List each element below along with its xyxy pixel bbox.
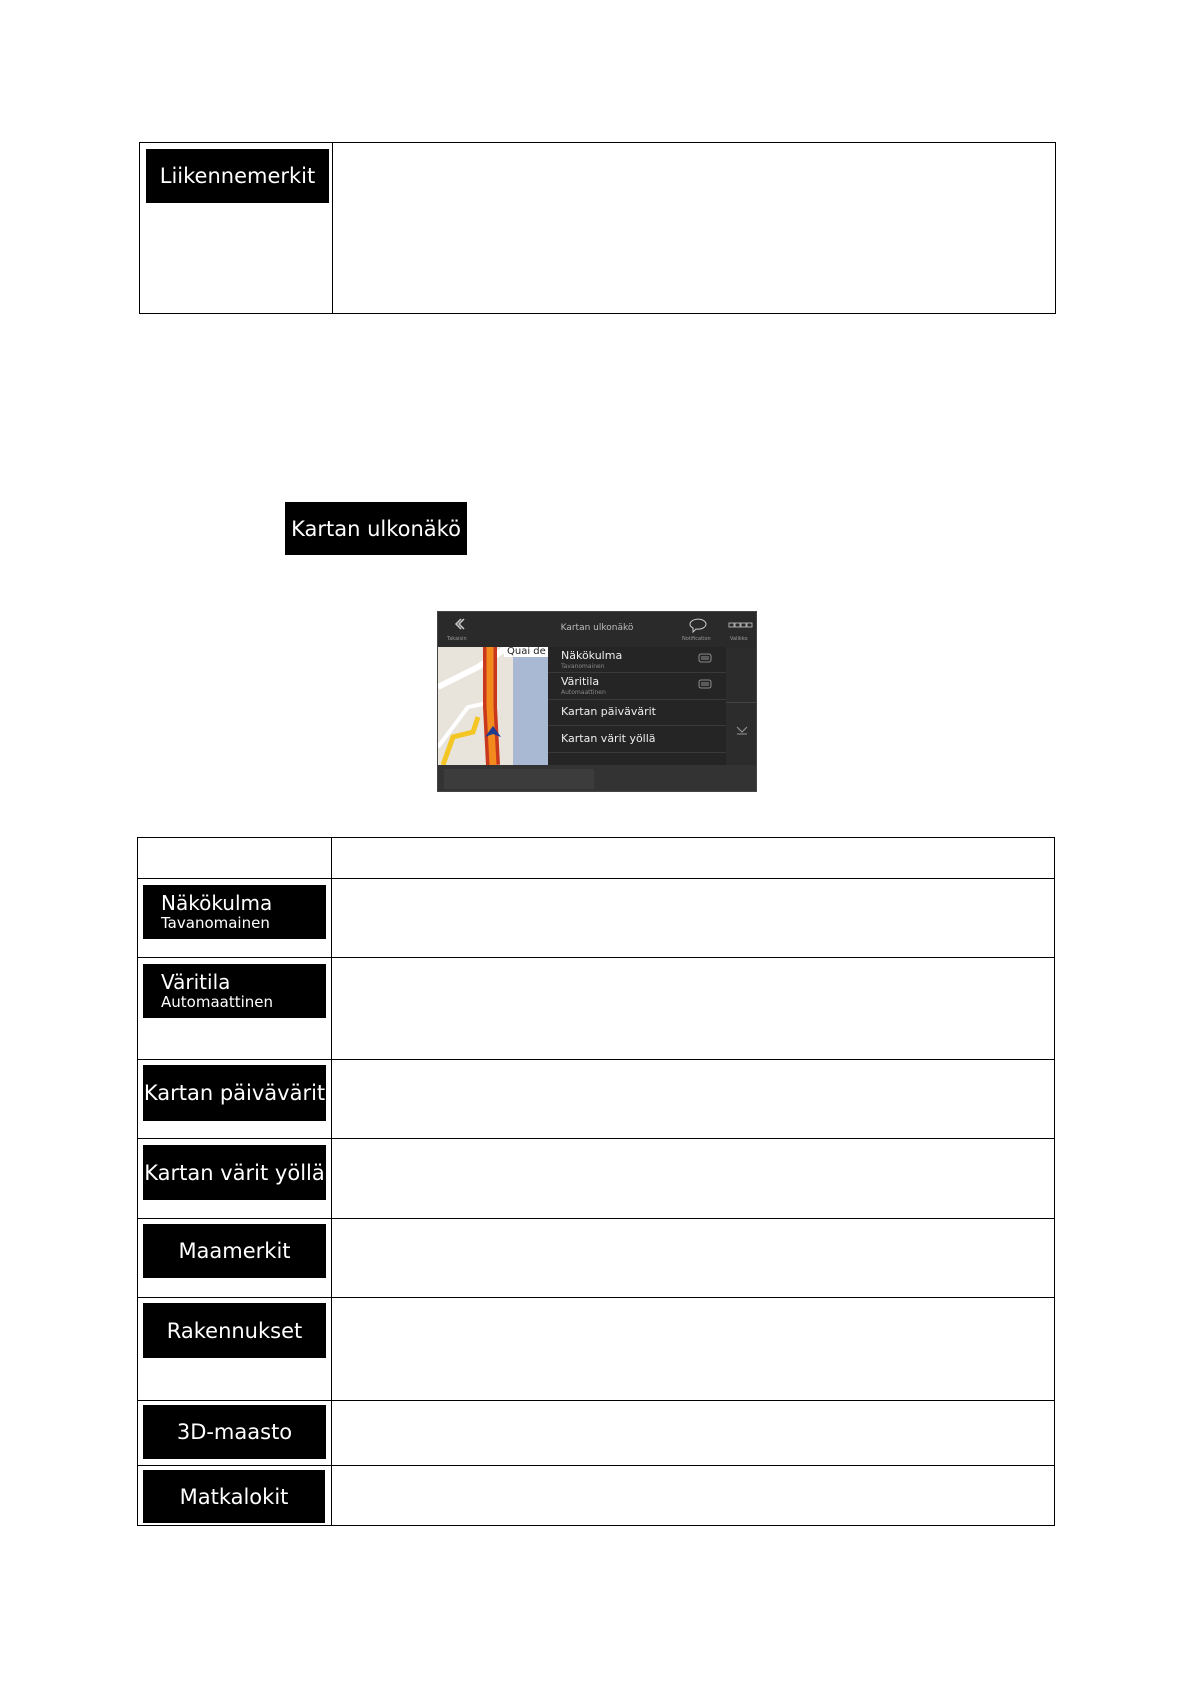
list-icon: [698, 679, 712, 689]
more-label: Valikko: [730, 636, 748, 642]
button-label: Matkalokit: [179, 1484, 289, 1509]
bottom-bar: [438, 765, 756, 792]
back-label: Takaisin: [447, 636, 467, 642]
maamerkit-button[interactable]: [143, 1224, 326, 1278]
liikennemerkit-button[interactable]: [146, 149, 329, 203]
rakennukset-button[interactable]: [143, 1303, 326, 1358]
row-divider: [138, 1138, 1054, 1139]
row-divider: [138, 1465, 1054, 1466]
button-label: Väritila: [161, 970, 231, 994]
menu-divider: [548, 725, 726, 726]
menu-divider: [548, 752, 726, 753]
button-label: 3D-maasto: [176, 1420, 293, 1444]
matkalokit-button[interactable]: [143, 1470, 325, 1523]
menu-item-kartan-paivavarit[interactable]: Kartan päivävärit: [561, 705, 656, 718]
settings-menu: [548, 647, 726, 765]
notification-icon[interactable]: [688, 617, 708, 634]
button-label: Maamerkit: [178, 1239, 291, 1263]
map-appearance-screenshot: [437, 611, 757, 792]
row-divider: [138, 1059, 1054, 1060]
row-divider: [138, 1218, 1054, 1219]
list-icon: [698, 653, 712, 663]
button-label: Kartan värit yöllä: [144, 1160, 325, 1185]
screen-title: Kartan ulkonäkö: [560, 623, 634, 633]
status-field: [444, 769, 594, 789]
side-panel: [726, 647, 757, 765]
map-roads-icon: [438, 647, 548, 765]
button-label: Näkökulma: [161, 891, 273, 915]
menu-divider: [548, 672, 726, 673]
button-label: Liikennemerkit: [159, 164, 316, 188]
menu-item-nakokulma[interactable]: Näkökulma: [561, 649, 623, 662]
button-label: Kartan päivävärit: [143, 1081, 326, 1105]
map-view[interactable]: [438, 647, 548, 765]
kartan-ulkonako-button[interactable]: [285, 502, 467, 555]
screen-header: [438, 612, 756, 647]
row-divider: [138, 878, 1054, 879]
button-value: Automaattinen: [161, 993, 273, 1011]
menu-divider: [548, 699, 726, 700]
kartan-varit-yolla-button[interactable]: [143, 1145, 326, 1200]
3d-maasto-button[interactable]: [143, 1405, 326, 1459]
column-divider: [331, 838, 332, 1525]
menu-dots-icon[interactable]: [728, 622, 754, 628]
varitila-button[interactable]: [143, 964, 326, 1018]
map-street-label: Quai de: [507, 647, 546, 657]
row-divider: [138, 1297, 1054, 1298]
button-label: Rakennukset: [166, 1318, 303, 1343]
menu-item-varitila-value: Automaattinen: [561, 689, 606, 696]
button-value: Tavanomainen: [161, 914, 270, 932]
row-divider: [138, 957, 1054, 958]
panel-divider: [726, 702, 757, 703]
menu-item-varitila[interactable]: Väritila: [561, 675, 600, 688]
scroll-down-icon[interactable]: [736, 725, 748, 735]
column-divider: [332, 143, 333, 313]
nakokulma-button[interactable]: [143, 885, 326, 939]
menu-item-kartan-varit-yolla[interactable]: Kartan värit yöllä: [561, 732, 656, 745]
row-divider: [138, 1400, 1054, 1401]
menu-item-nakokulma-value: Tavanomainen: [561, 663, 605, 670]
button-label: Kartan ulkonäkö: [291, 516, 461, 541]
notification-label: Notification: [682, 636, 711, 642]
kartan-paivavarit-button[interactable]: [143, 1065, 326, 1121]
